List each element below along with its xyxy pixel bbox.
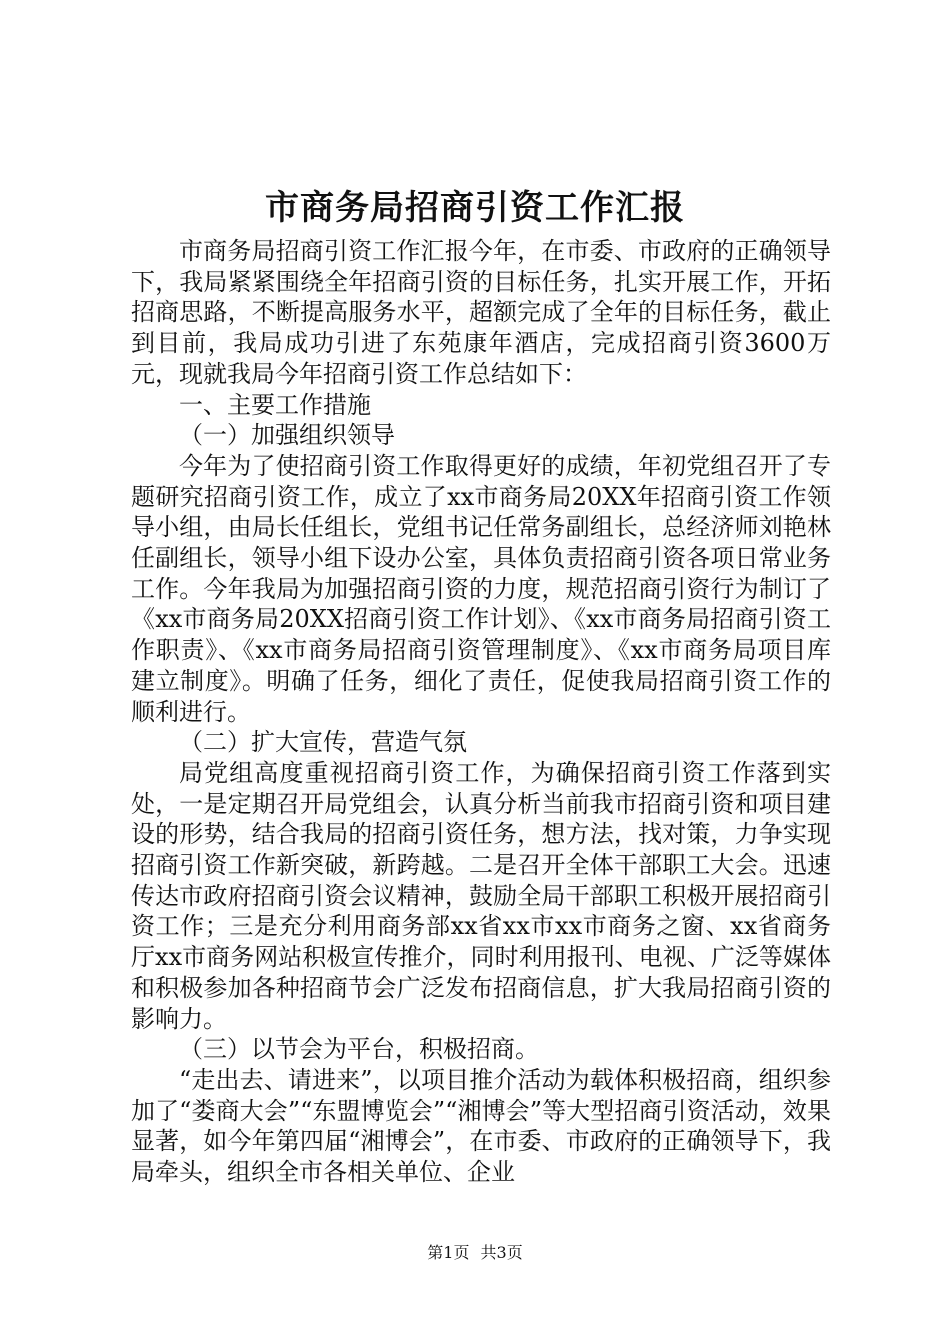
document-body [131,236,831,1188]
paragraph-intro: 市商务局招商引资工作汇报今年，在市委、市政府的正确领导下，我局紧紧围绕全年招商引资的目标任务，扎实开展工作，开拓招商思路，不断提高服务水平，超额完成了全年的目标任务，截止到目前，我局成功引进了东苑康年酒店，完成招商引资3600万元，现就我局今年招商引资工作总结如下： [131,237,831,388]
paragraph-festival: “走出去、请进来”，以项目推介活动为载体积极招商，组织参加了“娄商大会”“东盟博览会”“湘博会”等大型招商引资活动，效果显著，如今年第四届“湘博会”，在市委、市政府的正确领导下，我局牵头，组织全市各相关单位、企业 [131,1065,831,1187]
heading-main-measures: 一、主要工作措施 [179,390,371,419]
page-number-current: 第1页 [427,1243,470,1262]
page-footer [0,1243,950,1263]
subheading-publicity: （二）扩大宣传，营造气氛 [179,728,467,757]
paragraph-publicity: 局党组高度重视招商引资工作，为确保招商引资工作落到实处，一是定期召开局党组会，认真分析当前我市招商引资和项目建设的形势，结合我局的招商引资任务，想方法，找对策，力争实现招商引资工作新突破，新跨越。二是召开全体干部职工大会。迅速传达市政府招商引资会议精神，鼓励全局干部职工积极开展招商引资工作；三是充分利用商务部xx省xx市xx市商务之窗、xx省商务厅xx市商务网站积极宣传推介，同时利用报刊、电视、广泛等媒体和积极参加各种招商节会广泛发布招商信息，扩大我局招商引资的影响力。 [131,758,831,1033]
subheading-festival: （三）以节会为平台，积极招商。 [179,1035,539,1064]
document-title: 市商务局招商引资工作汇报 [265,188,685,228]
page-number-total: 共3页 [480,1243,523,1262]
subheading-organization: （一）加强组织领导 [179,421,395,450]
paragraph-organization: 今年为了使招商引资工作取得更好的成绩，年初党组召开了专题研究招商引资工作，成立了xx市商务局20XX年招商引资工作领导小组，由局长任组长，党组书记任常务副组长，总经济师刘艳林任副组长，领导小组下设办公室，具体负责招商引资各项日常业务工作。今年我局为加强招商引资的力度，规范招商引资行为制订了《xx市商务局20XX招商引资工作计划》、《xx市商务局招商引资工作职责》、《xx市商务局招商引资管理制度》、《xx市商务局项目库建立制度》。明确了任务，细化了责任，促使我局招商引资工作的顺利进行。 [131,451,831,726]
